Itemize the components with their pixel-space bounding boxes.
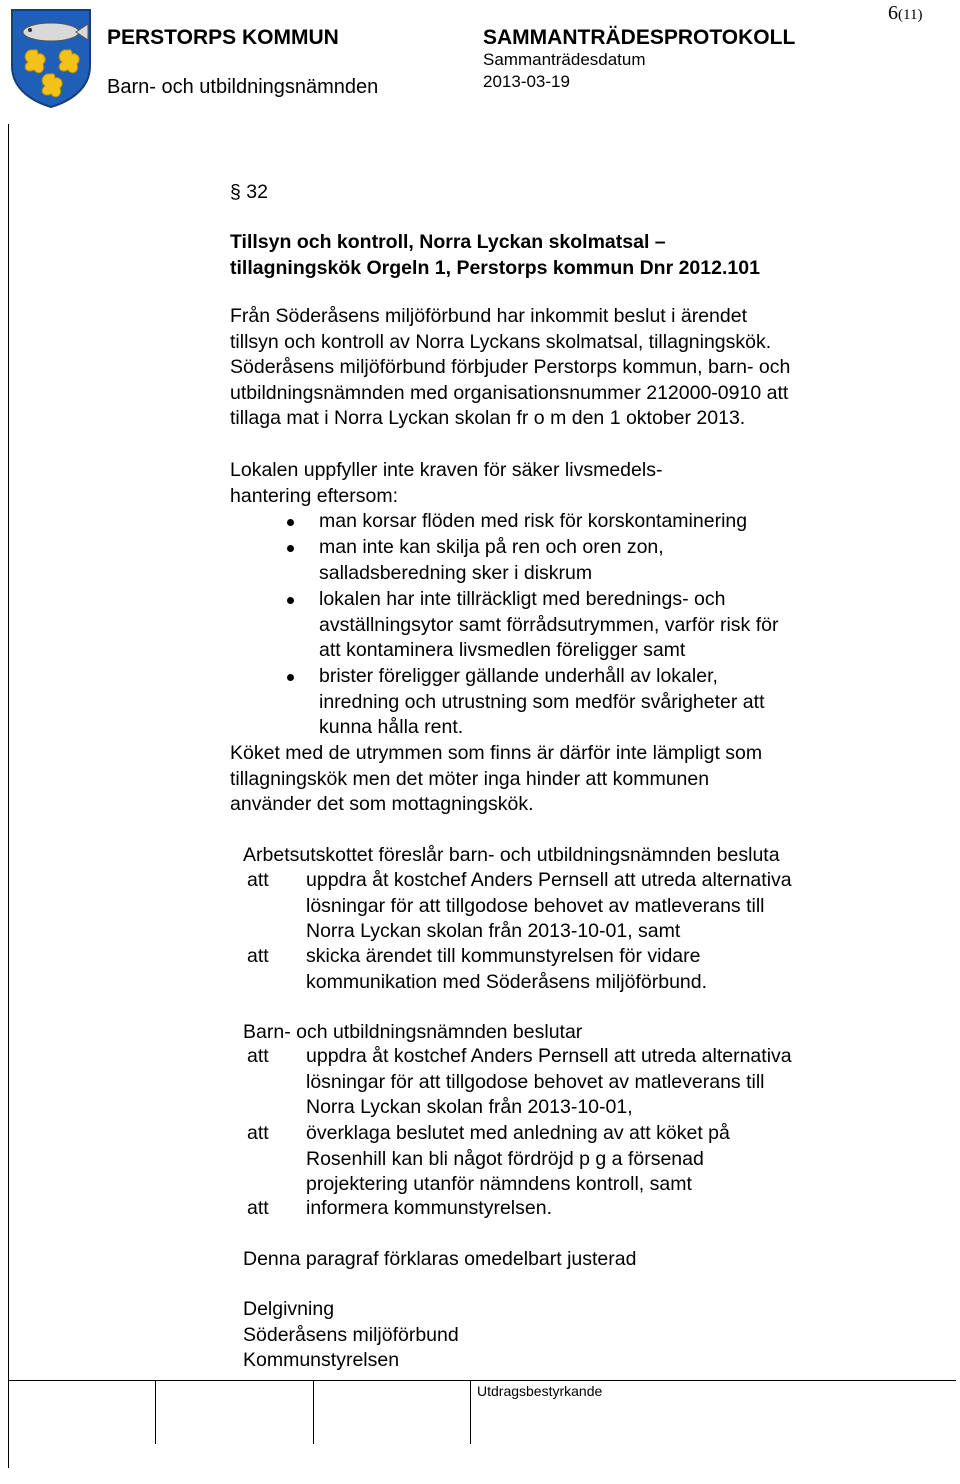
bullet-icon [287,519,294,526]
proposal-intro: Arbetsutskottet föreslår barn- och utbildningsnämnden besluta [243,844,780,866]
att-label: att [247,1197,269,1219]
decision-item [306,1044,792,1121]
section-number: § 32 [230,181,268,203]
intro-line: tillsyn och kontroll av Norra Lyckans skolmatsal, tillagningskök. [230,330,772,353]
proposal-line: kommunikation med Söderåsens miljöförbund. [306,970,708,993]
bullet-icon [287,597,294,604]
footer-cell-divider [155,1380,156,1444]
document-type: SAMMANTRÄDESPROTOKOLL [483,26,796,49]
bullet-icon [287,545,294,552]
lokalen-line: Lokalen uppfyller inte kraven för säker livsmedels- [230,459,663,481]
bullet-item [319,535,664,586]
proposal-line: lösningar för att tillgodose behovet av matleverans till [306,894,765,917]
bullet-line: brister föreligger gällande underhåll av lokaler, [319,665,718,687]
decision-item [306,1121,730,1198]
koket-line: använder det som mottagningskök. [230,793,534,815]
proposal-item [306,868,792,945]
bullet-line: man korsar flöden med risk för korskontaminering [319,510,748,532]
section-title-line: Tillsyn och kontroll, Norra Lyckan skolmatsal – [230,231,666,253]
intro-line: tillaga mat i Norra Lyckan skolan fr o m den 1 oktober 2013. [230,407,746,429]
committee-name: Barn- och utbildningsnämnden [107,76,379,98]
lokalen-line: hantering eftersom: [230,484,399,507]
decision-line: informera kommunstyrelsen. [306,1197,552,1219]
att-label: att [247,869,269,891]
bullet-line: att kontaminera livsmedlen föreligger samt [319,639,686,661]
footer-cell-divider [313,1380,314,1444]
footer-divider [8,1380,956,1381]
section-title-line: tillagningskök Orgeln 1, Perstorps kommun Dnr 2012.101 [230,256,760,279]
meeting-date: 2013-03-19 [483,72,570,91]
bullet-line: inredning och utrustning som medför svårigheter att [319,690,765,713]
proposal-line: uppdra åt kostchef Anders Pernsell att utreda alternativa [306,869,792,891]
att-label: att [247,1122,269,1144]
decision-line: lösningar för att tillgodose behovet av matleverans till [306,1070,765,1093]
proposal-item [306,944,707,995]
section-title [230,230,760,281]
bullet-item [319,587,778,664]
meeting-date-label: Sammanträdesdatum [483,50,646,69]
decision-line: uppdra åt kostchef Anders Pernsell att utreda alternativa [306,1045,792,1067]
delgivning-block [243,1297,459,1374]
bullet-icon [287,674,294,681]
decision-intro: Barn- och utbildningsnämnden beslutar [243,1021,583,1043]
intro-line: utbildningsnämnden med organisationsnummer 212000-0910 att [230,381,789,404]
delgivning-recipient: Kommunstyrelsen [243,1349,400,1371]
lokalen-paragraph [230,458,662,509]
att-label: att [247,945,269,967]
delgivning-title: Delgivning [243,1298,335,1320]
koket-paragraph [230,741,762,818]
page-total: (11) [898,7,923,23]
bullet-line: salladsberedning sker i diskrum [319,561,593,584]
intro-paragraph [230,304,790,432]
coat-of-arms-logo-icon [10,8,92,108]
koket-line: tillagningskök men det möter inga hinder att kommunen [230,767,710,790]
bullet-line: man inte kan skilja på ren och oren zon, [319,536,664,558]
footer-cell-divider [470,1380,471,1444]
delgivning-recipient: Söderåsens miljöförbund [243,1323,459,1346]
bullet-line: lokalen har inte tillräckligt med berednings- och [319,588,726,610]
bullet-item [319,509,747,535]
adjusted-statement: Denna paragraf förklaras omedelbart justerad [243,1248,637,1270]
att-label: att [247,1045,269,1067]
page-current: 6 [888,2,898,24]
decision-line: projektering utanför nämndens kontroll, samt [306,1173,692,1195]
decision-line: överklaga beslutet med anledning av att köket på [306,1122,730,1144]
bullet-line: kunna hålla rent. [319,716,464,738]
koket-line: Köket med de utrymmen som finns är därför inte lämpligt som [230,742,763,764]
decision-line: Rosenhill kan bli något fördröjd p g a försenad [306,1147,704,1170]
footer-certification-label: Utdragsbestyrkande [477,1383,603,1399]
left-margin-line [8,124,9,1468]
decision-line: Norra Lyckan skolan från 2013-10-01, [306,1096,633,1118]
intro-line: Från Söderåsens miljöförbund har inkommit beslut i ärendet [230,305,748,327]
proposal-line: Norra Lyckan skolan från 2013-10-01, samt [306,920,681,942]
bullet-line: avställningsytor samt förrådsutrymmen, varför risk för [319,613,779,636]
proposal-line: skicka ärendet till kommunstyrelsen för vidare [306,945,701,967]
page-number [888,2,922,25]
bullet-item [319,664,764,741]
intro-line: Söderåsens miljöförbund förbjuder Perstorps kommun, barn- och [230,356,791,378]
municipality-name: PERSTORPS KOMMUN [107,26,339,49]
decision-item [306,1196,552,1222]
